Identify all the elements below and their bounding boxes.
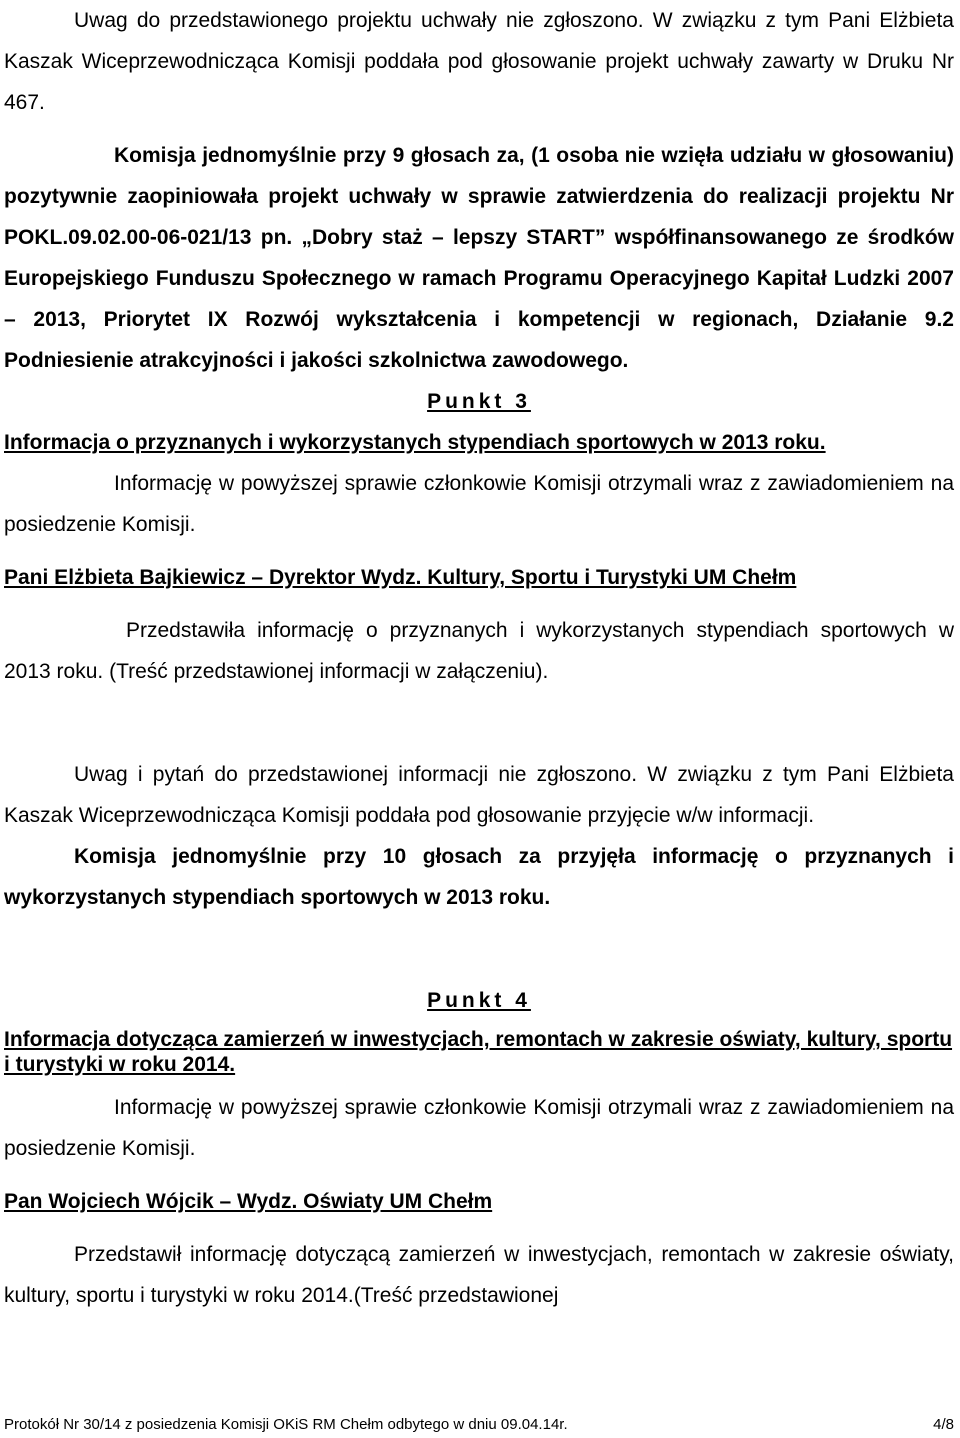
person-2: Pan Wojciech Wójcik – Wydz. Oświaty UM Chełm bbox=[4, 1190, 493, 1213]
footer-page-number: 4/8 bbox=[933, 1416, 954, 1433]
punkt-3-heading: Punkt 3 bbox=[427, 390, 531, 413]
paragraph-7: Informację w powyższej sprawie członkowie Komisji otrzymali wraz z zawiadomieniem na posiedzenie Komisji. bbox=[4, 1096, 954, 1160]
spacer bbox=[4, 1222, 954, 1234]
person-1: Pani Elżbieta Bajkiewicz – Dyrektor Wydz. Kultury, Sportu i Turystyki UM Chełm bbox=[4, 566, 797, 589]
footer-protocol-text: Protokół Nr 30/14 z posiedzenia Komisji OKiS RM Chełm odbytego w dniu 09.04.14r. bbox=[4, 1416, 568, 1433]
paragraph-6-resolution: Komisja jednomyślnie przy 10 głosach za przyjęła informację o przyznanych i wykorzystanych stypendiach sportowych w 2013 roku. bbox=[4, 845, 954, 909]
paragraph-4: Przedstawiła informację o przyznanych i wykorzystanych stypendiach sportowych w 2013 roku. (Treść przedstawionej informacji w załączeniu). bbox=[4, 619, 954, 683]
spacer bbox=[4, 545, 954, 557]
punkt-4-heading: Punkt 4 bbox=[427, 989, 531, 1012]
paragraph-1: Uwag do przedstawionego projektu uchwały nie zgłoszono. W związku z tym Pani Elżbieta Kaszak Wiceprzewodnicząca Komisji poddała pod głosowanie projekt uchwały zawarty w Druku Nr 467. bbox=[4, 9, 954, 114]
paragraph-3: Informację w powyższej sprawie członkowie Komisji otrzymali wraz z zawiadomieniem na posiedzenie Komisji. bbox=[4, 472, 954, 536]
spacer bbox=[4, 692, 954, 754]
punkt-3-subject: Informacja o przyznanych i wykorzystanych stypendiach sportowych w 2013 roku. bbox=[4, 431, 826, 454]
document-page bbox=[4, 0, 954, 1316]
paragraph-5: Uwag i pytań do przedstawionej informacji nie zgłoszono. W związku z tym Pani Elżbieta Kaszak Wiceprzewodnicząca Komisji poddała pod głosowanie przyjęcie w/w informacji. bbox=[4, 763, 954, 827]
punkt-4-subject: Informacja dotycząca zamierzeń w inwestycjach, remontach w zakresie oświaty, kultury, sportu i turystyki w roku 2014. bbox=[4, 1028, 953, 1076]
page-footer bbox=[4, 1416, 954, 1434]
spacer bbox=[4, 598, 954, 610]
spacer bbox=[4, 918, 954, 980]
paragraph-8: Przedstawił informację dotyczącą zamierzeń w inwestycjach, remontach w zakresie oświaty, kultury, sportu i turystyki w roku 2014.(Treść przedstawionej bbox=[4, 1243, 954, 1307]
spacer bbox=[4, 123, 954, 135]
spacer bbox=[4, 1169, 954, 1181]
paragraph-2-resolution: Komisja jednomyślnie przy 9 głosach za, (1 osoba nie wzięła udziału w głosowaniu) pozytywnie zaopiniowała projekt uchwały w sprawie zatwierdzenia do realizacji projektu Nr POKL.09.02.00-06-021/13 pn. „Dobry staż – lepszy START” współfinansowanego ze środków Europejskiego Funduszu Społecznego w ramach Programu Operacyjnego Kapitał Ludzki 2007 – 2013, Priorytet IX Rozwój wykształcenia i kompetencji w regionach, Działanie 9.2 Podniesienie atrakcyjności i jakości szkolnictwa zawodowego. bbox=[4, 144, 954, 372]
